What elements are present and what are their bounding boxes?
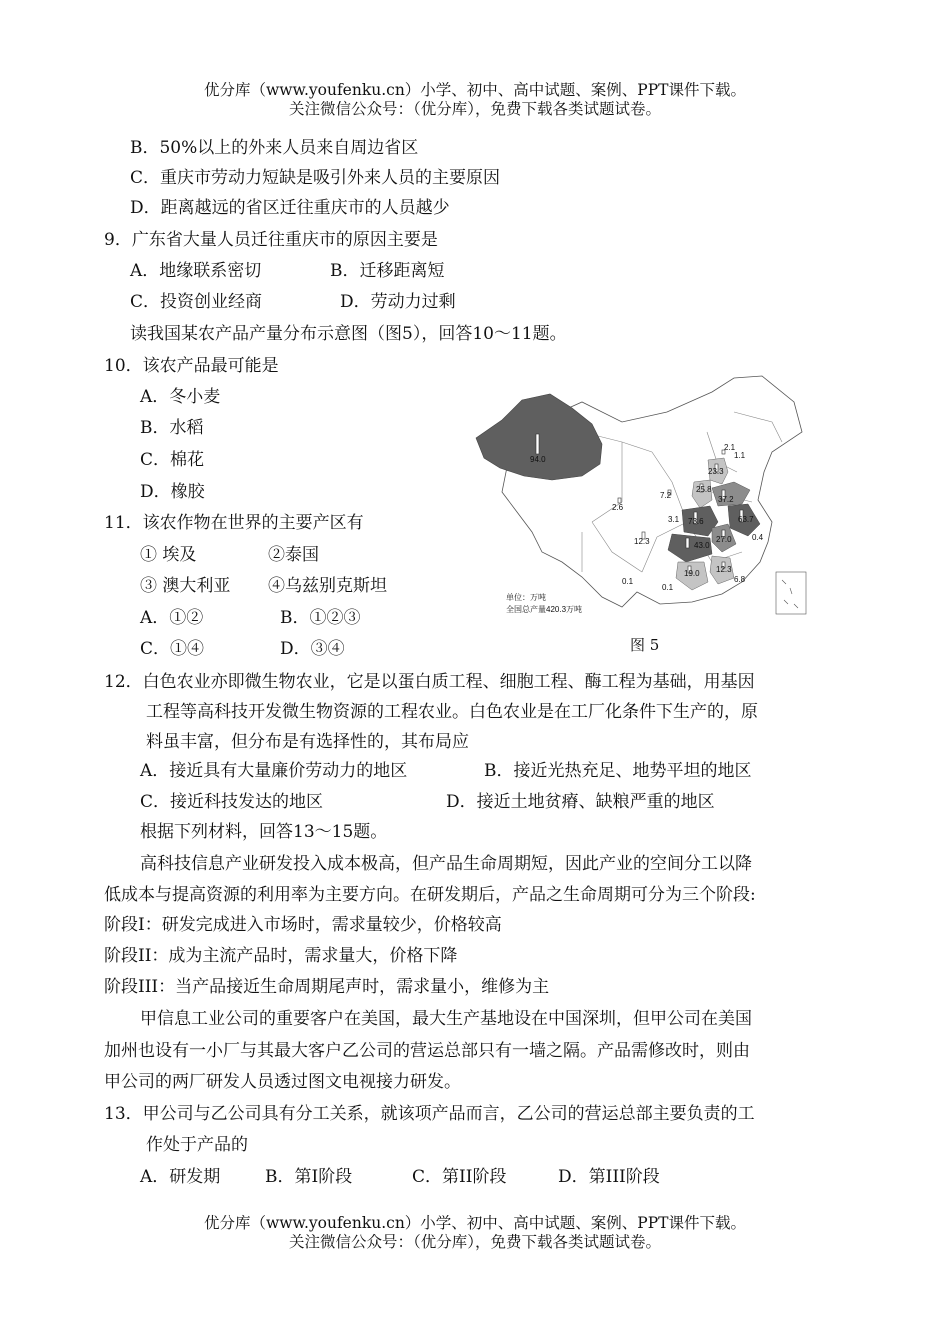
material-p2-line-1: 甲信息工业公司的重要客户在美国，最大生产基地设在中国深圳，但甲公司在美国 [140, 1009, 752, 1029]
q11-option-a: A．①② [140, 608, 204, 628]
q9-option-b: B．迁移距离短 [330, 261, 445, 281]
q12-line-3: 料虽丰富，但分布是有选择性的，其布局应 [146, 732, 469, 752]
q11-stem: 11．该农作物在世界的主要产区有 [104, 513, 364, 533]
q12-option-c: C．接近科技发达的地区 [140, 792, 324, 812]
header-line-1: 优分库（www.youfenku.cn）小学、初中、高中试题、案例、PPT课件下载。 [203, 81, 747, 99]
q12-line-1: 12．白色农业亦即微生物农业，它是以蛋白质工程、细胞工程、酶工程为基础，用基因 [104, 672, 755, 692]
q11-choice-3: ③ 澳大利亚 [140, 576, 231, 596]
material-stage-3: 阶段III：当产品接近生命周期尾声时，需求量小，维修为主 [104, 977, 550, 997]
q8-option-d: D．距离越远的省区迁往重庆市的人员越少 [130, 198, 450, 218]
label-guizhou: 0.1 [622, 577, 634, 586]
china-production-map [472, 372, 814, 628]
q8-option-c: C．重庆市劳动力短缺是吸引外来人员的主要原因 [130, 168, 501, 188]
q11-choice-4: ④乌兹别克斯坦 [268, 576, 387, 596]
intro-10-11: 读我国某农产品产量分布示意图（图5），回答10～11题。 [130, 324, 567, 344]
bar-hubei [686, 538, 689, 548]
q12-option-a: A．接近具有大量廉价劳动力的地区 [140, 761, 408, 781]
footer-line-2: 关注微信公众号：（优分库），免费下载各类试题试卷。 [288, 1233, 661, 1251]
q10-option-a: A．冬小麦 [140, 387, 221, 407]
label-guangxi: 0.1 [662, 583, 674, 592]
material-stage-1: 阶段I：研发完成进入市场时，需求量较少，价格较高 [104, 915, 502, 935]
q13-option-b: B．第I阶段 [265, 1167, 353, 1187]
q10-option-c: C．棉花 [140, 450, 205, 470]
figure-caption: 图 5 [630, 636, 660, 654]
label-jiangxi: 12.3 [716, 565, 732, 574]
label-jiangsu: 63.7 [738, 515, 754, 524]
q13-option-c: C．第II阶段 [412, 1167, 507, 1187]
intro-13-15: 根据下列材料，回答13～15题。 [140, 822, 388, 842]
footer-line-1: 优分库（www.youfenku.cn）小学、初中、高中试题、案例、PPT课件下载。 [203, 1214, 747, 1232]
q9-stem: 9．广东省大量人员迁往重庆市的原因主要是 [104, 230, 438, 250]
q13-line-2: 作处于产品的 [146, 1135, 248, 1155]
map-unit: 单位：万吨 [506, 593, 546, 602]
q11-option-b: B．①②③ [280, 608, 361, 628]
material-p1-line-1: 高科技信息产业研发投入成本极高，但产品生命周期短，因此产业的空间分工以降 [140, 854, 752, 874]
material-p2-line-3: 甲公司的两厂研发人员透过图文电视接力研发。 [104, 1072, 461, 1092]
label-fujian: 6.8 [734, 575, 746, 584]
q11-choice-1: ① 埃及 [140, 545, 197, 565]
q13-option-a: A．研发期 [140, 1167, 221, 1187]
label-hebei: 23.3 [708, 467, 724, 476]
label-gansu: 2.6 [612, 503, 624, 512]
q9-option-d: D．劳动力过剩 [340, 292, 456, 312]
q11-choice-2: ②泰国 [268, 545, 319, 565]
q9-option-a: A．地缘联系密切 [130, 261, 262, 281]
label-anhui: 27.0 [716, 535, 732, 544]
q12-line-2: 工程等高科技开发微生物资源的工程农业。白色农业是在工厂化条件下生产的，原 [146, 702, 758, 722]
label-zhejiang: 0.4 [752, 533, 764, 542]
label-tianjin: 1.1 [734, 451, 746, 460]
material-p2-line-2: 加州也设有一小厂与其最大客户乙公司的营运总部只有一墙之隔。产品需修改时，则由 [104, 1041, 750, 1061]
map-total: 全国总产量420.3万吨 [506, 605, 583, 614]
label-shanxi: 25.8 [696, 485, 712, 494]
material-stage-2: 阶段II：成为主流产品时，需求量大，价格下降 [104, 946, 458, 966]
header-line-2: 关注微信公众号：（优分库），免费下载各类试题试卷。 [288, 100, 661, 118]
south-sea-inset [776, 572, 806, 614]
label-shandong: 37.2 [718, 495, 734, 504]
q11-option-c: C．①④ [140, 639, 205, 659]
q8-option-b: B．50%以上的外来人员来自周边省区 [130, 138, 419, 158]
label-hubei: 43.0 [694, 541, 710, 550]
q12-option-d: D．接近土地贫瘠、缺粮严重的地区 [446, 792, 715, 812]
label-beijing: 2.1 [724, 443, 736, 452]
q13-line-1: 13．甲公司与乙公司具有分工关系，就该项产品而言，乙公司的营运总部主要负责的工 [104, 1104, 755, 1124]
q10-option-b: B．水稻 [140, 418, 204, 438]
label-henan: 73.6 [688, 517, 704, 526]
label-shaanxi: 7.2 [660, 491, 672, 500]
q11-option-d: D．③④ [280, 639, 345, 659]
q9-option-c: C．投资创业经商 [130, 292, 263, 312]
label-sichuan: 12.3 [634, 537, 650, 546]
label-chongqing: 3.1 [668, 515, 680, 524]
q13-option-d: D．第III阶段 [558, 1167, 660, 1187]
q10-stem: 10．该农产品最可能是 [104, 356, 279, 376]
figure-5-map [472, 372, 814, 628]
label-hunan: 19.0 [684, 569, 700, 578]
q12-option-b: B．接近光热充足、地势平坦的地区 [484, 761, 752, 781]
label-xinjiang: 94.0 [530, 455, 546, 464]
material-p1-line-2: 低成本与提高资源的利用率为主要方向。在研发期后，产品之生命周期可分为三个阶段: [104, 885, 756, 905]
q10-option-d: D．橡胶 [140, 482, 205, 502]
bar-xinjiang [536, 434, 539, 454]
